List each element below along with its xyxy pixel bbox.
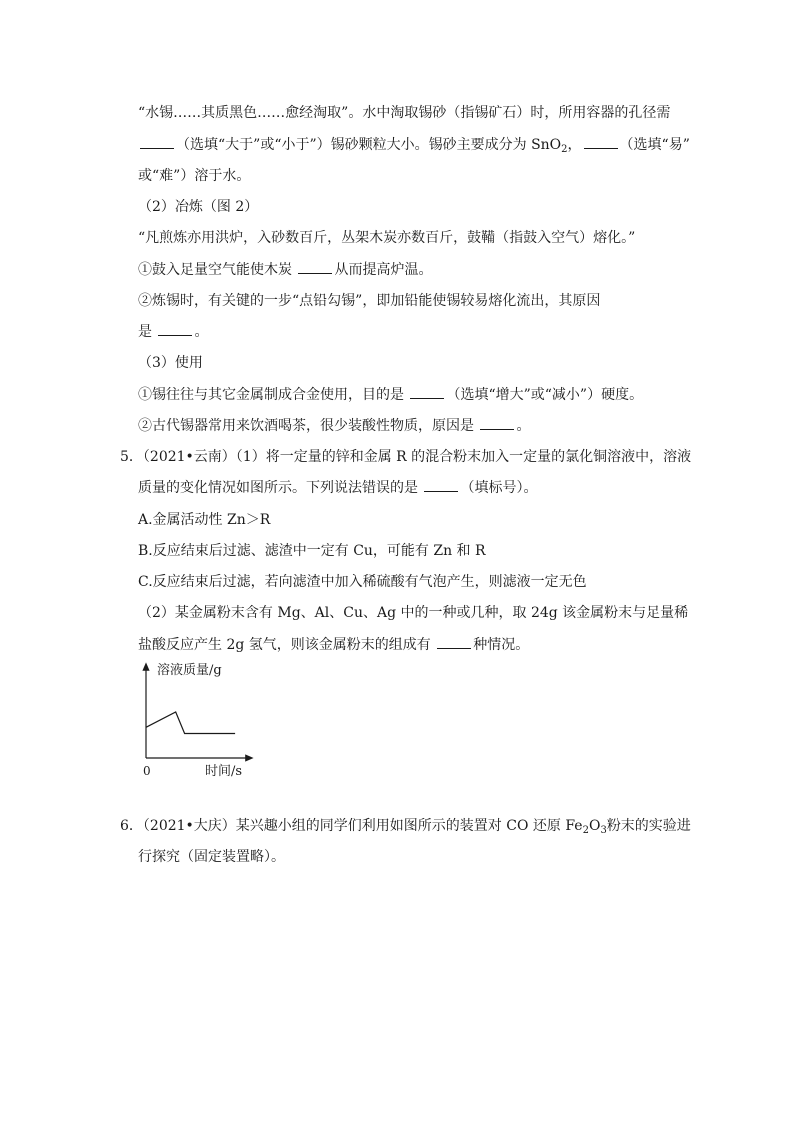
answer-blank bbox=[480, 417, 514, 430]
text-line-10: ①锡往往与其它金属制成合金使用，目的是 （选填“增大”或“减小”）硬度。 bbox=[138, 387, 644, 403]
answer-blank bbox=[140, 136, 174, 149]
x-axis-label: 时间/s bbox=[205, 764, 243, 779]
answer-blank bbox=[424, 479, 458, 492]
answer-blank bbox=[584, 136, 618, 149]
text-line-1: “水锡……其质黑色……愈经淘取”。水中淘取锡砂（指锡矿石）时，所用容器的孔径需 bbox=[138, 105, 671, 121]
text-line-3: 或“难”）溶于水。 bbox=[138, 168, 251, 184]
answer-blank bbox=[298, 261, 332, 274]
text-line-11: ②古代锡器常用来饮酒喝茶，很少装酸性物质，原因是 。 bbox=[138, 418, 531, 434]
section-heading-usage: （3）使用 bbox=[138, 355, 203, 371]
answer-blank bbox=[410, 386, 444, 399]
text-line-7: ②炼锡时，有关键的一步“点铅勾锡”，即加铅能使锡较易熔化流出，其原因 bbox=[138, 293, 601, 309]
text-line-20: 行探究（固定装置略）。 bbox=[138, 849, 285, 865]
option-a: A.金属活动性 Zn＞R bbox=[138, 512, 271, 528]
text-line-5: “凡煎炼亦用洪炉，入砂数百斤，丛架木炭亦数百斤，鼓鞴（指鼓入空气）熔化。” bbox=[138, 230, 636, 246]
option-c: C.反应结束后过滤，若向滤渣中加入稀硫酸有气泡产生，则滤液一定无色 bbox=[138, 574, 587, 590]
answer-blank bbox=[437, 636, 471, 649]
y-axis-label: 溶液质量/g bbox=[157, 663, 222, 678]
text-line-18: 盐酸反应产生 2g 氢气，则该金属粉末的组成有 种情况。 bbox=[138, 637, 530, 653]
text-line-6: ①鼓入足量空气能使木炭 从而提高炉温。 bbox=[138, 262, 433, 278]
text-line-2: （选填“大于”或“小于”）锡砂颗粒大小。锡砂主要成分为 SnO$_2$， （选填“易” bbox=[138, 136, 690, 154]
text-line-17: （2）某金属粉末含有 Mg、Al、Cu、Ag 中的一种或几种，取 24g 该金属粉末与足量稀 bbox=[138, 605, 689, 621]
text-line-8: 是 。 bbox=[138, 324, 209, 340]
origin-label: 0 bbox=[143, 764, 151, 778]
question-5-stem: 5．（2021•云南）（1）将一定量的锌和金属 R 的混合粉末加入一定量的氯化铜溶液中，溶液 bbox=[120, 449, 692, 465]
option-b: B.反应结束后过滤、滤渣中一定有 Cu，可能有 Zn 和 R bbox=[138, 543, 486, 559]
solution-mass-series-line bbox=[146, 712, 235, 734]
answer-blank bbox=[158, 323, 192, 336]
section-heading-smelting: （2）冶炼（图 2） bbox=[138, 199, 259, 215]
question-6-stem: 6．（2021•大庆）某兴趣小组的同学们利用如图所示的装置对 CO 还原 $Fe_2O_3$粉末的实验进 bbox=[120, 818, 691, 836]
text-line-13: 质量的变化情况如图所示。下列说法错误的是 （填标号）。 bbox=[138, 480, 538, 496]
